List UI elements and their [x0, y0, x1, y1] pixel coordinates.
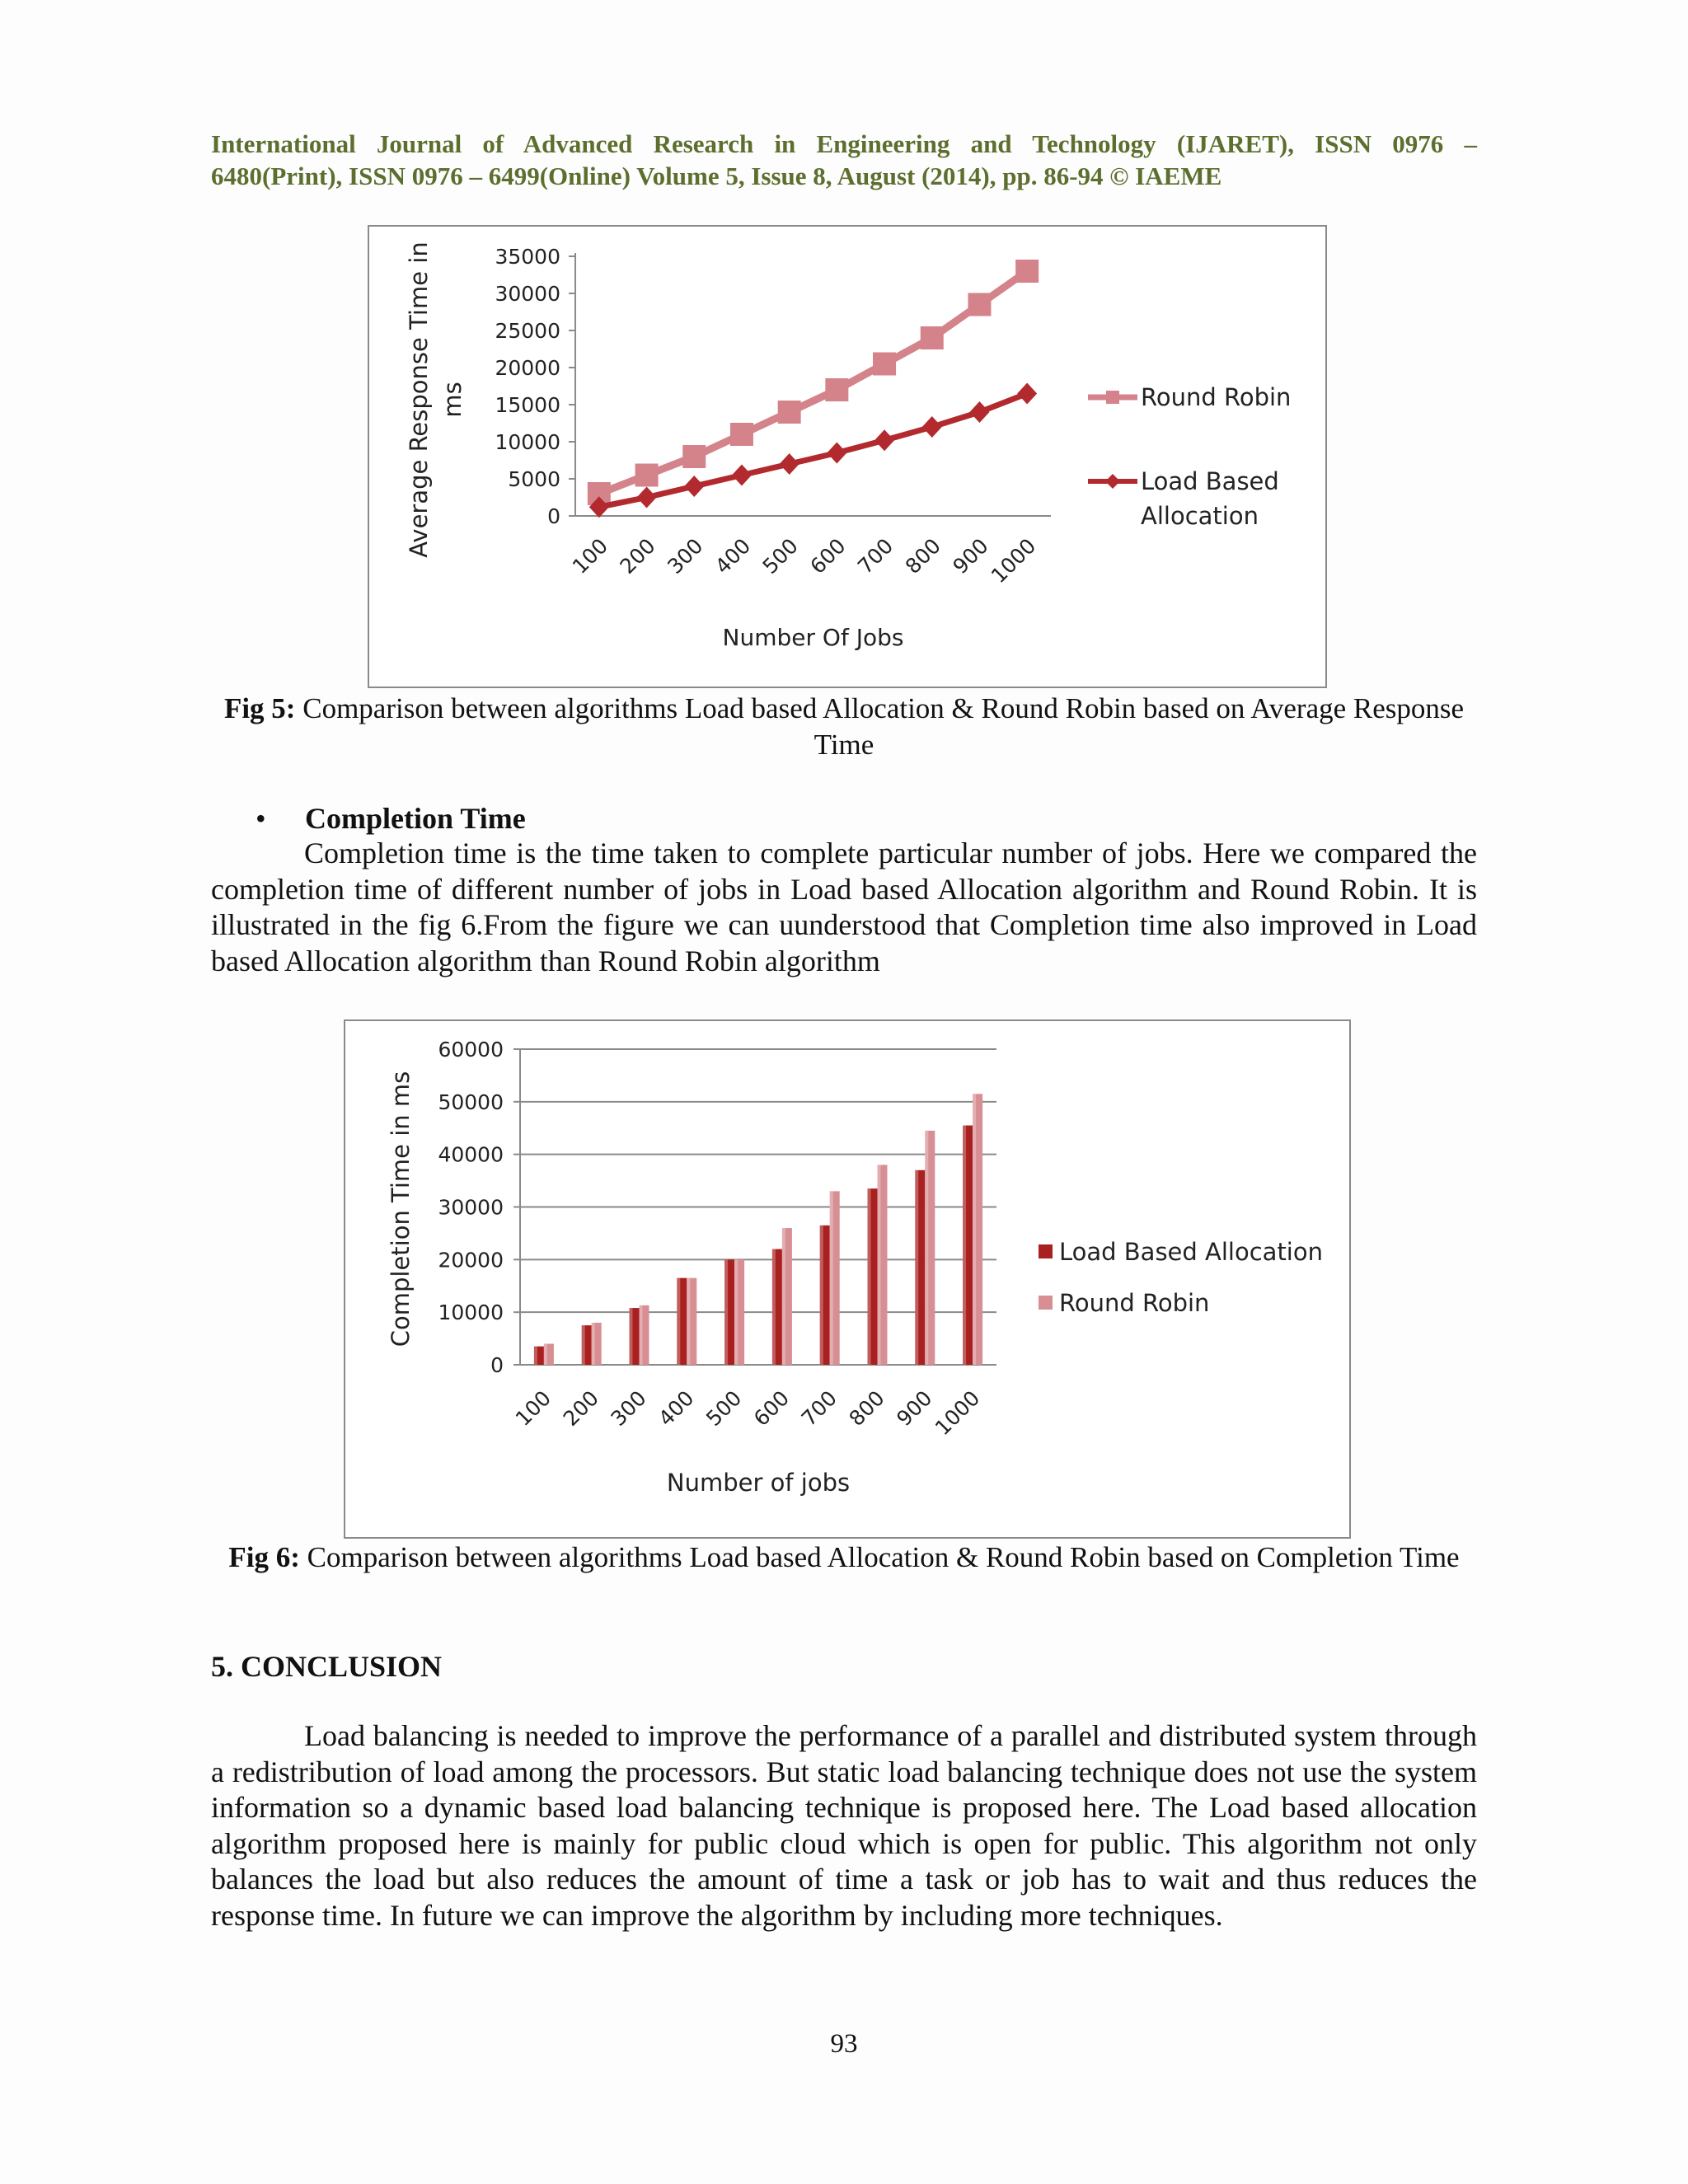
x-tick-label: 700	[796, 1385, 842, 1431]
round-robin-point	[825, 378, 848, 401]
load-based-point	[827, 443, 846, 464]
x-tick-label: 500	[701, 1385, 747, 1431]
figure-5-response-time-chart	[368, 225, 1327, 688]
journal-header-line-1: International Journal of Advanced Research in Engineering and Technology (IJARET), ISSN 0976 –	[211, 129, 1477, 158]
round-robin-point	[921, 326, 944, 349]
round-robin-point	[635, 464, 659, 487]
bullet-icon: •	[256, 802, 266, 835]
bar-highlight	[878, 1165, 881, 1365]
load-based-point	[732, 465, 752, 486]
legend-swatch-load-based	[1039, 1244, 1053, 1258]
bar-highlight	[582, 1325, 585, 1365]
x-tick-label: 400	[654, 1385, 699, 1431]
figure-5-caption-text: Comparison between algorithms Load based Allocation & Round Robin based on Average Response Time	[302, 692, 1465, 761]
y-axis-title: Completion Time in ms	[387, 1071, 415, 1347]
bar-highlight	[677, 1278, 680, 1365]
load-based-point	[1017, 383, 1037, 405]
load-based-point	[969, 401, 989, 423]
legend-label-round-robin: Round Robin	[1141, 383, 1292, 411]
x-tick-label: 500	[757, 533, 803, 579]
legend-label-load-based-line-2: Allocation	[1141, 502, 1259, 530]
x-tick-label: 300	[663, 533, 708, 579]
completion-time-title: Completion Time	[305, 802, 526, 835]
x-tick-label: 100	[567, 533, 613, 579]
legend-label-load-based-line-1: Load Based	[1141, 467, 1279, 495]
load-based-point	[637, 487, 657, 509]
page-number: 93	[830, 2029, 858, 2059]
round-robin-point	[968, 293, 991, 316]
x-tick-label: 800	[900, 533, 945, 579]
figure-6-svg	[345, 1021, 1349, 1537]
journal-header-line-2: 6480(Print), ISSN 0976 – 6499(Online) Volume 5, Issue 8, August (2014), pp. 86-94 © IAEME	[211, 162, 1222, 190]
round-robin-point	[1015, 260, 1039, 283]
y-tick-label: 20000	[438, 1248, 504, 1272]
x-tick-label: 300	[606, 1385, 651, 1431]
x-tick-label: 900	[948, 533, 993, 579]
load-based-point	[922, 416, 942, 438]
conclusion-paragraph: Load balancing is needed to improve the performance of a parallel and distributed system through a redistribution of load among the processors. But static load balancing technique does not use the system information so a dynamic based load balancing technique is proposed here. The Load based allocation algorithm proposed here is mainly for public cloud which is open for public. This algorithm not only balances the load but also reduces the amount of time a task or job has to wait and thus reduces the response time. In future we can improve the algorithm by including more techniques.	[211, 1719, 1477, 1932]
x-tick-label: 100	[510, 1385, 556, 1431]
x-axis-title: Number of jobs	[666, 1469, 851, 1497]
bar-highlight	[963, 1126, 966, 1365]
bar-highlight	[973, 1094, 976, 1365]
x-tick-label: 800	[844, 1385, 889, 1431]
bar-highlight	[820, 1226, 823, 1365]
bar-highlight	[592, 1323, 595, 1365]
y-tick-label: 20000	[495, 356, 560, 380]
bar-highlight	[925, 1131, 928, 1365]
conclusion-heading: 5. CONCLUSION	[211, 1650, 443, 1683]
bar-highlight	[630, 1308, 633, 1365]
y-tick-label: 0	[547, 504, 560, 528]
y-tick-label: 5000	[508, 467, 560, 491]
x-tick-label: 200	[558, 1385, 603, 1431]
legend-marker-load-based	[1105, 474, 1120, 489]
figure-6-caption-text: Comparison between algorithms Load based Allocation & Round Robin based on Completion Time	[307, 1541, 1460, 1573]
bar-highlight	[782, 1228, 785, 1365]
y-tick-label: 50000	[438, 1090, 504, 1114]
figure-6-caption-label: Fig 6:	[228, 1541, 300, 1573]
bar-highlight	[544, 1343, 547, 1365]
bar-highlight	[687, 1278, 690, 1365]
figure-6-completion-time-chart	[344, 1019, 1351, 1539]
x-tick-label: 1000	[986, 533, 1041, 588]
y-axis-title-line-2: ms	[438, 382, 467, 418]
x-tick-label: 200	[615, 533, 660, 579]
round-robin-point	[730, 423, 753, 446]
x-tick-label: 1000	[930, 1385, 985, 1441]
x-tick-label: 700	[853, 533, 898, 579]
y-tick-label: 15000	[495, 393, 560, 417]
figure-5-svg	[369, 227, 1325, 687]
bar-highlight	[915, 1170, 918, 1365]
completion-time-paragraph: Completion time is the time taken to complete particular number of jobs. Here we compared the completion time of different number of jobs in Load based Allocation algorithm and Round Robin. It is illustrated in the fig 6.From the figure we can uunderstood that Completion time also improved in Load based Allocation algorithm than Round Robin algorithm	[211, 837, 1477, 977]
x-axis-title: Number Of Jobs	[722, 624, 904, 651]
y-tick-label: 10000	[438, 1301, 504, 1325]
x-tick-label: 900	[892, 1385, 937, 1431]
x-tick-label: 600	[805, 533, 851, 579]
y-tick-label: 0	[490, 1353, 504, 1377]
journal-header	[211, 128, 1477, 192]
load-based-point	[684, 476, 704, 497]
round-robin-point	[682, 445, 706, 468]
bar-highlight	[640, 1305, 643, 1365]
y-tick-label: 30000	[438, 1195, 504, 1220]
bar-highlight	[772, 1249, 776, 1365]
series-line-load-based	[599, 394, 1027, 508]
bar-highlight	[830, 1191, 833, 1365]
figure-6-caption	[211, 1540, 1477, 1576]
bar-highlight	[734, 1259, 738, 1365]
y-tick-label: 25000	[495, 319, 560, 343]
x-tick-label: 600	[748, 1385, 795, 1431]
legend-label-round-robin: Round Robin	[1059, 1289, 1210, 1317]
load-based-point	[780, 453, 799, 475]
completion-time-heading	[256, 801, 526, 836]
y-tick-label: 35000	[495, 245, 560, 269]
figure-5-caption-label: Fig 5:	[223, 692, 296, 724]
x-tick-label: 400	[710, 533, 756, 579]
load-based-point	[874, 429, 894, 451]
bar-highlight	[724, 1259, 728, 1365]
round-robin-point	[873, 353, 896, 376]
y-tick-label: 30000	[495, 282, 560, 306]
y-tick-label: 10000	[495, 430, 560, 454]
legend-marker-round-robin	[1106, 391, 1119, 404]
y-tick-label: 40000	[438, 1142, 504, 1167]
legend-swatch-round-robin	[1039, 1296, 1053, 1310]
figure-5-caption	[211, 691, 1477, 763]
y-tick-label: 60000	[438, 1038, 504, 1062]
bar-highlight	[534, 1347, 537, 1365]
round-robin-point	[778, 401, 801, 424]
legend-label-load-based: Load Based Allocation	[1059, 1238, 1323, 1266]
y-axis-title-line-1: Average Response Time in	[405, 241, 433, 558]
bar-highlight	[868, 1188, 871, 1365]
